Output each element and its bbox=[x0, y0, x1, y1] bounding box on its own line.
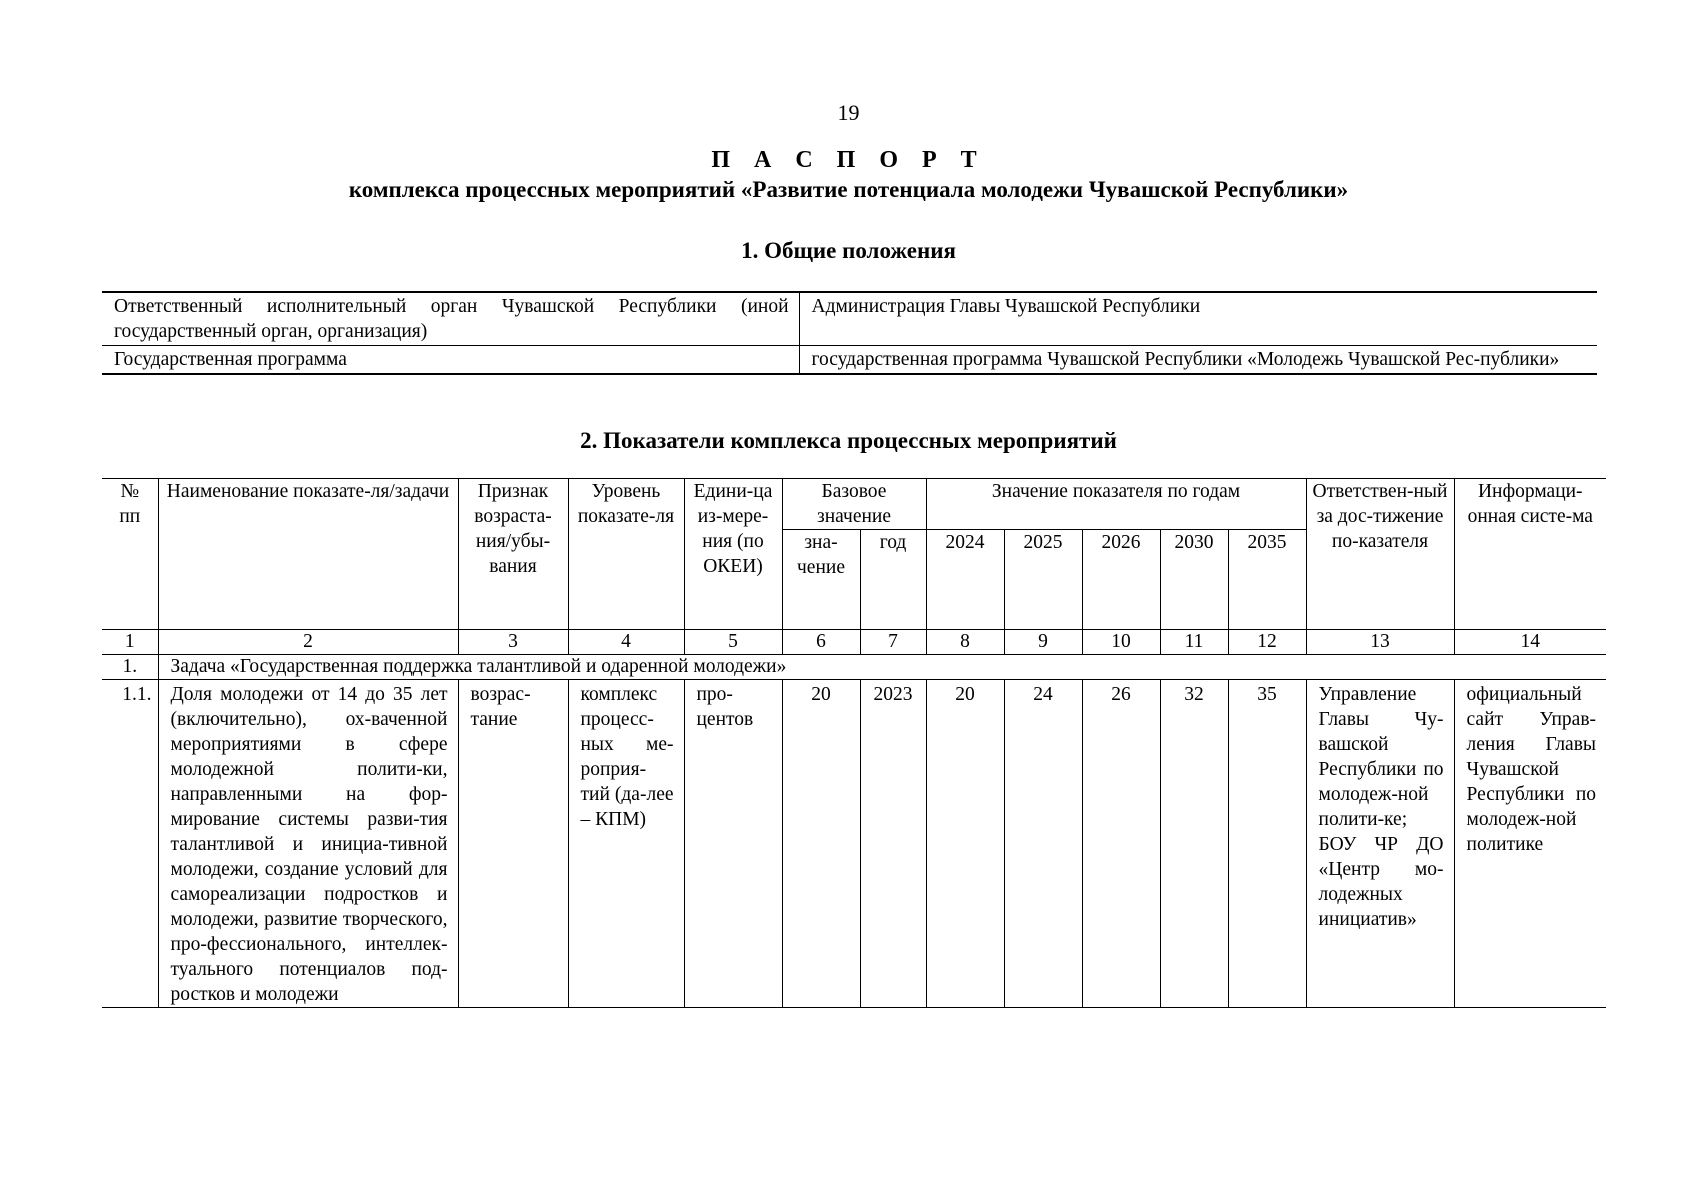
header-num: № пп bbox=[119, 481, 141, 527]
row-level: комплекс процесс-ных ме-роприя-тий (да-лее – КПМ) bbox=[568, 680, 684, 1008]
column-number: 6 bbox=[782, 630, 860, 655]
row-responsible: Управление Главы Чу-вашской Республики по молодеж-ной полити-ке; БОУ ЧР ДО «Центр мо-лодежных инициатив» bbox=[1306, 680, 1454, 1008]
row-value-2025: 24 bbox=[1004, 680, 1082, 1008]
table-header-row bbox=[102, 479, 1606, 530]
general-row-label: Государственная программа bbox=[102, 346, 799, 375]
general-row-label: Ответственный исполнительный орган Чувашской Республики (иной государственный орган, организация) bbox=[102, 292, 799, 346]
row-info-system: официальный сайт Управ-ления Главы Чувашской Республики по молодеж-ной политике bbox=[1454, 680, 1606, 1008]
header-base-value: зна-чение bbox=[782, 530, 860, 630]
row-base-value: 20 bbox=[782, 680, 860, 1008]
column-number: 4 bbox=[568, 630, 684, 655]
header-year-2024: 2024 bbox=[926, 530, 1004, 630]
header-level: Уровень показате-ля bbox=[568, 479, 684, 630]
row-value-2035: 35 bbox=[1228, 680, 1306, 1008]
general-provisions-table bbox=[102, 291, 1597, 375]
row-trend: возрас-тание bbox=[458, 680, 568, 1008]
row-base-year: 2023 bbox=[860, 680, 926, 1008]
column-number: 3 bbox=[458, 630, 568, 655]
general-row-value: государственная программа Чувашской Республики «Молодежь Чувашской Рес-публики» bbox=[799, 346, 1597, 375]
column-number: 7 bbox=[860, 630, 926, 655]
table-row bbox=[102, 680, 1606, 1008]
general-row-value: Администрация Главы Чувашской Республики bbox=[811, 296, 1201, 317]
row-value-2026: 26 bbox=[1082, 680, 1160, 1008]
column-number: 9 bbox=[1004, 630, 1082, 655]
column-number: 5 bbox=[684, 630, 782, 655]
indicators-table bbox=[102, 478, 1606, 1008]
task-text: Задача «Государственная поддержка талантливой и одаренной молодежи» bbox=[158, 655, 1606, 680]
header-name: Наименование показате-ля/задачи bbox=[158, 479, 458, 630]
header-unit: Едини-ца из-мере-ния (по ОКЕИ) bbox=[684, 479, 782, 630]
column-number: 14 bbox=[1454, 630, 1606, 655]
column-number: 1 bbox=[102, 630, 158, 655]
column-number: 8 bbox=[926, 630, 1004, 655]
column-number: 10 bbox=[1082, 630, 1160, 655]
header-year-2026: 2026 bbox=[1082, 530, 1160, 630]
header-year-2025: 2025 bbox=[1004, 530, 1082, 630]
row-value-2030: 32 bbox=[1160, 680, 1228, 1008]
header-base: Базовое значение bbox=[782, 479, 926, 530]
section-heading-general: 1. Общие положения bbox=[741, 238, 956, 263]
task-num: 1. bbox=[102, 655, 158, 680]
column-number: 2 bbox=[158, 630, 458, 655]
document-subtitle: комплекса процессных мероприятий «Развитие потенциала молодежи Чувашской Республики» bbox=[348, 177, 1349, 202]
header-year-2030: 2030 bbox=[1160, 530, 1228, 630]
section-heading-indicators: 2. Показатели комплекса процессных мероприятий bbox=[580, 428, 1117, 453]
document-title: П А С П О Р Т bbox=[711, 147, 986, 173]
header-trend: Признак возраста-ния/убы-вания bbox=[458, 479, 568, 630]
column-number-row bbox=[102, 630, 1606, 655]
header-by-years: Значение показателя по годам bbox=[926, 479, 1306, 530]
header-info-system: Информаци-онная систе-ма bbox=[1454, 479, 1606, 630]
column-number: 12 bbox=[1228, 630, 1306, 655]
page-number: 19 bbox=[837, 100, 860, 125]
header-responsible: Ответствен-ный за дос-тижение по-казателя bbox=[1306, 479, 1454, 630]
row-value-2024: 20 bbox=[926, 680, 1004, 1008]
row-unit: про-центов bbox=[684, 680, 782, 1008]
row-num: 1.1. bbox=[122, 684, 152, 705]
header-base-year: год bbox=[860, 530, 926, 630]
column-number: 11 bbox=[1160, 630, 1228, 655]
row-indicator-name: Доля молодежи от 14 до 35 лет (включительно), ох-ваченной мероприятиями в сфере молодежной полити-ки, направленными на фор-мирование системы разви-тия талантливой и инициа-тивной молодежи, создание условий для самореализации подростков и молодежи, развитие творческого, про-фессионального, интеллек-туального потенциалов под-ростков и молодежи bbox=[158, 680, 458, 1008]
header-year-2035: 2035 bbox=[1228, 530, 1306, 630]
general-row-program bbox=[102, 346, 1597, 375]
column-number: 13 bbox=[1306, 630, 1454, 655]
general-row-responsible bbox=[102, 292, 1597, 346]
task-row bbox=[102, 655, 1606, 680]
